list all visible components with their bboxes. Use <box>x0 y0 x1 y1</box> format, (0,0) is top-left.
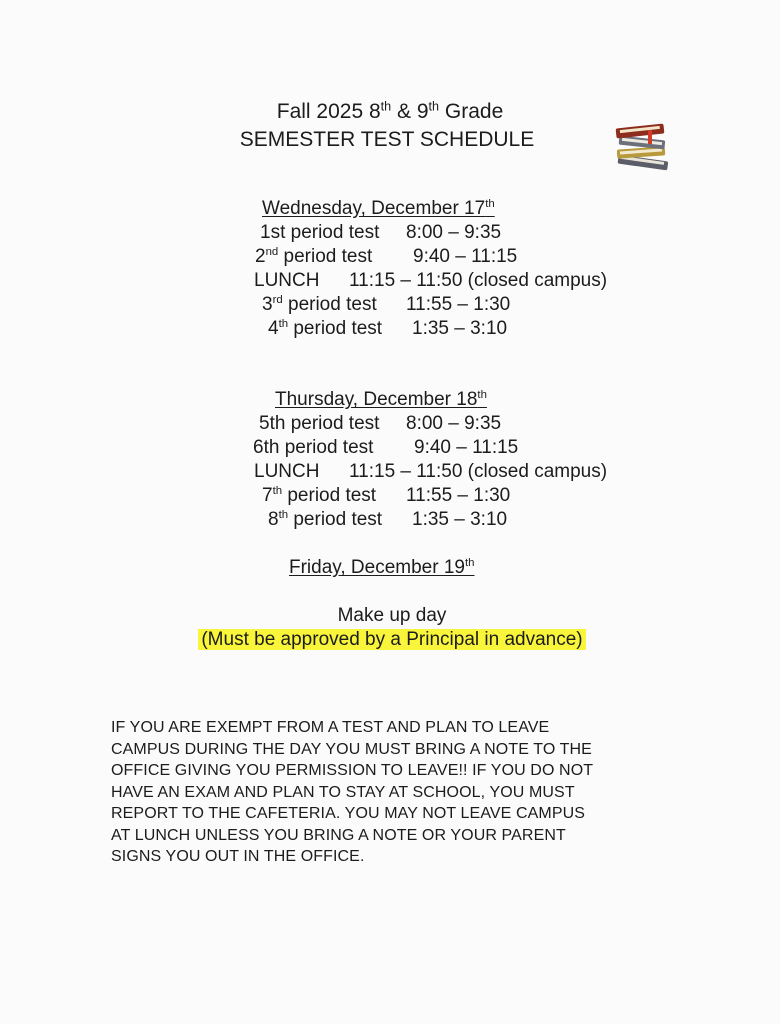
schedule-time: 1:35 – 3:10 <box>412 509 508 530</box>
schedule-row <box>260 222 379 244</box>
schedule-time: 9:40 – 11:15 <box>413 246 518 267</box>
schedule-time: 11:15 – 11:50 (closed campus) <box>349 270 608 291</box>
schedule-row <box>262 485 376 507</box>
schedule-row <box>255 246 372 268</box>
title-text: & 9 <box>391 100 429 123</box>
schedule-row <box>268 509 382 531</box>
title-superscript: th <box>380 99 392 114</box>
schedule-time: 11:55 – 1:30 <box>406 485 511 506</box>
period-superscript: nd <box>265 246 279 259</box>
period-label: 8 <box>268 509 279 530</box>
schedule-row <box>253 437 373 459</box>
heading-superscript: th <box>477 389 487 402</box>
schedule-time: 8:00 – 9:35 <box>406 222 502 243</box>
schedule-time: 9:40 – 11:15 <box>414 437 519 458</box>
makeup-day-label: Make up day <box>337 605 447 626</box>
period-superscript: th <box>278 318 289 331</box>
schedule-row <box>254 270 319 292</box>
schedule-time: 8:00 – 9:35 <box>406 413 502 434</box>
schedule-row <box>262 294 377 316</box>
page-subtitle: SEMESTER TEST SCHEDULE <box>239 128 535 151</box>
heading-superscript: th <box>465 557 475 570</box>
period-label: 7 <box>262 485 273 506</box>
schedule-row <box>268 318 382 340</box>
period-superscript: th <box>278 509 289 522</box>
period-label: period test <box>278 246 373 267</box>
approval-note-row <box>2 629 780 651</box>
heading-text: Thursday, December 18 <box>275 389 478 410</box>
title-text: Grade <box>439 100 504 123</box>
period-label: period test <box>282 294 377 315</box>
period-label: LUNCH <box>254 461 320 482</box>
wednesday-heading <box>262 198 495 220</box>
period-label: 4 <box>268 318 279 339</box>
title-text: Fall 2025 8 <box>276 100 381 123</box>
approval-note: (Must be approved by a Principal in advance) <box>198 629 585 650</box>
period-superscript: th <box>272 485 283 498</box>
period-label: LUNCH <box>254 270 320 291</box>
period-superscript: rd <box>272 294 283 307</box>
schedule-time: 11:55 – 1:30 <box>406 294 511 315</box>
schedule-time: 1:35 – 3:10 <box>412 318 508 339</box>
period-label: 6th period test <box>253 437 374 458</box>
friday-heading <box>289 557 475 579</box>
heading-text: Wednesday, December 17 <box>262 198 486 219</box>
heading-text: Friday, December 19 <box>289 557 465 578</box>
thursday-heading <box>275 389 487 411</box>
period-label: period test <box>288 318 383 339</box>
period-label: 2 <box>255 246 266 267</box>
period-label: 1st period test <box>260 222 380 243</box>
period-label: 3 <box>262 294 273 315</box>
schedule-row <box>259 413 379 435</box>
stack-of-books-icon <box>612 120 674 175</box>
period-label: period test <box>288 509 383 530</box>
period-label: 5th period test <box>259 413 380 434</box>
exemption-notice: IF YOU ARE EXEMPT FROM A TEST AND PLAN TO LEAVE CAMPUS DURING THE DAY YOU MUST BRING A NOTE TO THE OFFICE GIVING YOU PERMISSION TO LEAVE!! IF YOU DO NOT HAVE AN EXAM AND PLAN TO STAY AT SCHOOL, YOU MUST REPORT TO THE CAFETERIA. YOU MAY NOT LEAVE CAMPUS AT LUNCH UNLESS YOU BRING A NOTE OR YOUR PARENT SIGNS YOU OUT IN THE OFFICE. <box>111 719 594 865</box>
schedule-row <box>254 461 319 483</box>
heading-superscript: th <box>485 198 495 211</box>
title-superscript: th <box>428 99 440 114</box>
period-label: period test <box>282 485 377 506</box>
schedule-time: 11:15 – 11:50 (closed campus) <box>349 461 608 482</box>
